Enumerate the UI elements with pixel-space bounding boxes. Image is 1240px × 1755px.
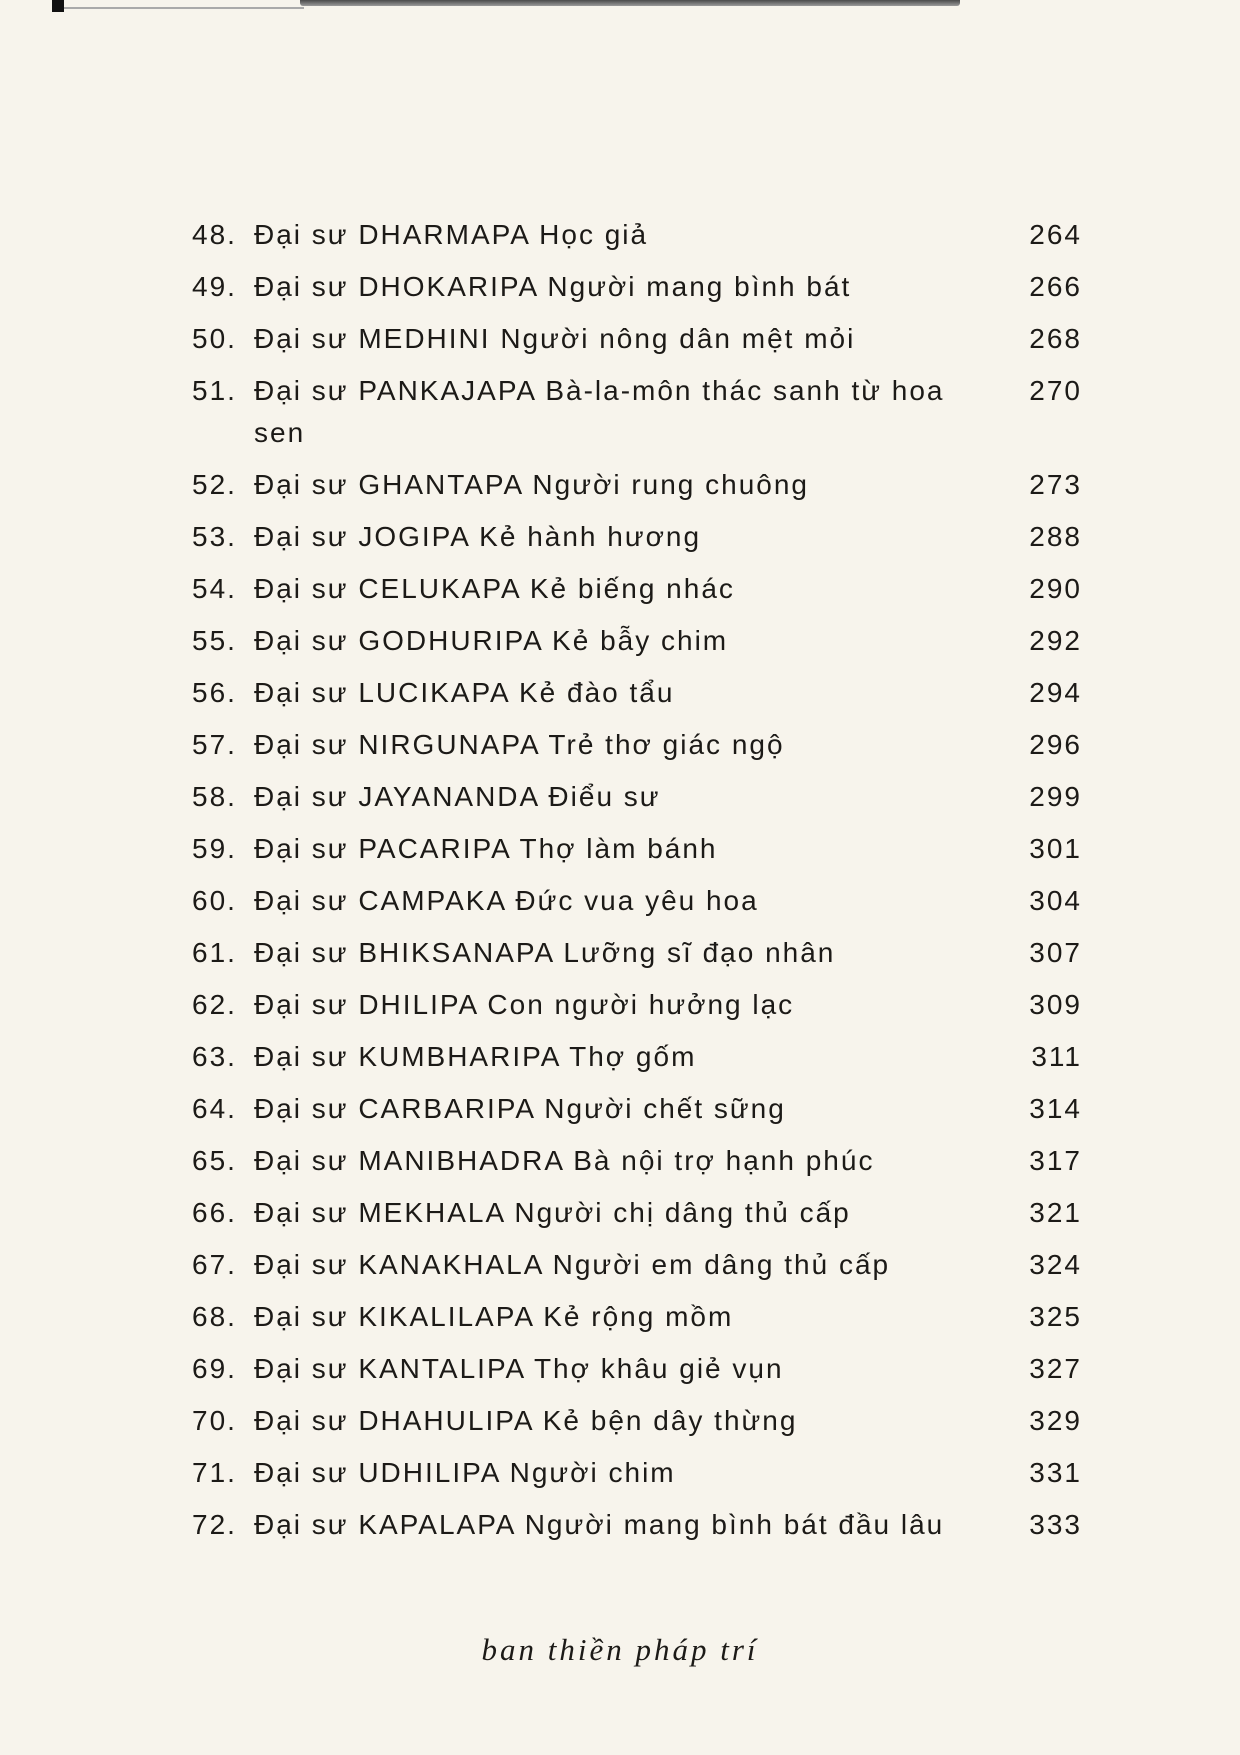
toc-entry-title: Đại sư JAYANANDA Điểu sư [254,781,661,812]
toc-entry [192,516,1082,568]
toc-entry-title: Đại sư UDHILIPA Người chim [254,1457,676,1488]
toc-entry-page-number: 264 [1029,219,1082,250]
toc-entry-number: 71. [192,1457,237,1488]
toc-entry-title: Đại sư KANAKHALA Người em dâng thủ cấp [254,1249,891,1280]
toc-entry-number: 67. [192,1249,237,1280]
toc-entry-title: Đại sư CAMPAKA Đức vua yêu hoa [254,885,759,916]
toc-entry-number: 65. [192,1145,237,1176]
toc-entry [192,1296,1082,1348]
page-scan-edge [0,0,1240,14]
toc-entry-number: 51. [192,375,237,406]
toc-entry-title: Đại sư MEKHALA Người chị dâng thủ cấp [254,1197,851,1228]
toc-entry-number: 69. [192,1353,237,1384]
toc-entry [192,266,1082,318]
toc-entry-number: 72. [192,1509,237,1540]
toc-entry [192,672,1082,724]
toc-entry [192,214,1082,266]
toc-entry-page-number: 266 [1029,271,1082,302]
toc-entry-title: Đại sư DHARMAPA Học giả [254,219,649,250]
toc-entry-page-number: 288 [1029,521,1082,552]
toc-entry-number: 55. [192,625,237,656]
toc-entry-number: 56. [192,677,237,708]
toc-entry-page-number: 290 [1029,573,1082,604]
toc-entry-number: 48. [192,219,237,250]
toc-entry-number: 52. [192,469,237,500]
toc-entry [192,724,1082,776]
toc-entry [192,318,1082,370]
toc-entry-title: Đại sư PACARIPA Thợ làm bánh [254,833,718,864]
toc-entry-title: Đại sư PANKAJAPA Bà-la-môn thác sanh từ hoa sen [254,375,945,448]
toc-entry-page-number: 333 [1029,1509,1082,1540]
toc-entry [192,828,1082,880]
toc-entry-title: Đại sư KUMBHARIPA Thợ gốm [254,1041,697,1072]
toc-entry-title: Đại sư MANIBHADRA Bà nội trợ hạnh phúc [254,1145,875,1176]
toc-entry-title: Đại sư KIKALILAPA Kẻ rộng mồm [254,1301,734,1332]
scan-corner-mark [52,0,64,12]
page-footer: ban thiền pháp trí [481,1632,759,1667]
toc-entry-page-number: 301 [1029,833,1082,864]
toc-entry-page-number: 309 [1029,989,1082,1020]
toc-entry-number: 50. [192,323,237,354]
toc-entry-page-number: 292 [1029,625,1082,656]
toc-entry-page-number: 311 [1031,1041,1082,1072]
toc-entry [192,776,1082,828]
toc-entry-title: Đại sư KANTALIPA Thợ khâu giẻ vụn [254,1353,784,1384]
toc-entry-number: 70. [192,1405,237,1436]
toc-entry [192,1400,1082,1452]
toc-entry-number: 66. [192,1197,237,1228]
toc-entry [192,984,1082,1036]
toc-entry-page-number: 299 [1029,781,1082,812]
toc-entry [192,620,1082,672]
toc-entry [192,1348,1082,1400]
toc-entry-title: Đại sư BHIKSANAPA Lưỡng sĩ đạo nhân [254,937,836,968]
toc-entry [192,880,1082,932]
toc-entry [192,1192,1082,1244]
toc-entry-title: Đại sư NIRGUNAPA Trẻ thơ giác ngộ [254,729,785,760]
toc-entry-page-number: 314 [1029,1093,1082,1124]
toc-entry-title: Đại sư DHILIPA Con người hưởng lạc [254,989,795,1020]
toc-entry-page-number: 317 [1029,1145,1082,1176]
toc-entry-title: Đại sư JOGIPA Kẻ hành hương [254,521,702,552]
toc-entry-number: 58. [192,781,237,812]
toc-entry-title: Đại sư CELUKAPA Kẻ biếng nhác [254,573,735,604]
table-of-contents [192,214,1082,1598]
toc-entry-number: 53. [192,521,237,552]
scan-edge-line [64,7,304,9]
toc-entry-page-number: 270 [1029,375,1082,406]
toc-entry-number: 63. [192,1041,237,1072]
toc-entry-title: Đại sư KAPALAPA Người mang bình bát đầu lâu [254,1509,945,1540]
toc-entry-number: 57. [192,729,237,760]
toc-entry-page-number: 307 [1029,937,1082,968]
toc-entry [192,1244,1082,1296]
toc-entry-number: 68. [192,1301,237,1332]
toc-entry-page-number: 329 [1029,1405,1082,1436]
toc-entry-page-number: 296 [1029,729,1082,760]
toc-entry-page-number: 273 [1029,469,1082,500]
toc-entry [192,1088,1082,1140]
toc-entry [192,464,1082,516]
toc-entry-page-number: 304 [1029,885,1082,916]
toc-entry [192,1036,1082,1088]
toc-entry-page-number: 294 [1029,677,1082,708]
scan-edge-shadow [300,0,960,6]
toc-entry-page-number: 331 [1029,1457,1082,1488]
toc-entry-title: Đại sư LUCIKAPA Kẻ đào tẩu [254,677,675,708]
toc-entry-number: 59. [192,833,237,864]
toc-entry [192,370,1082,464]
toc-entry-page-number: 327 [1029,1353,1082,1384]
toc-entry-number: 54. [192,573,237,604]
toc-entry-number: 60. [192,885,237,916]
toc-entry-title: Đại sư GHANTAPA Người rung chuông [254,469,810,500]
toc-entry-number: 64. [192,1093,237,1124]
toc-entry-number: 62. [192,989,237,1020]
toc-entry-number: 49. [192,271,237,302]
toc-entry [192,1140,1082,1192]
toc-entry-page-number: 324 [1029,1249,1082,1280]
toc-entry [192,1504,1082,1598]
toc-entry-title: Đại sư CARBARIPA Người chết sững [254,1093,786,1124]
toc-entry-title: Đại sư MEDHINI Người nông dân mệt mỏi [254,323,856,354]
toc-entry-page-number: 325 [1029,1301,1082,1332]
toc-entry-title: Đại sư GODHURIPA Kẻ bẫy chim [254,625,729,656]
toc-entry [192,1452,1082,1504]
toc-entry-number: 61. [192,937,237,968]
toc-entry-title: Đại sư DHOKARIPA Người mang bình bát [254,271,852,302]
toc-entry-page-number: 321 [1029,1197,1082,1228]
toc-entry-title: Đại sư DHAHULIPA Kẻ bện dây thừng [254,1405,798,1436]
toc-entry [192,932,1082,984]
toc-entry-page-number: 268 [1029,323,1082,354]
toc-entry [192,568,1082,620]
